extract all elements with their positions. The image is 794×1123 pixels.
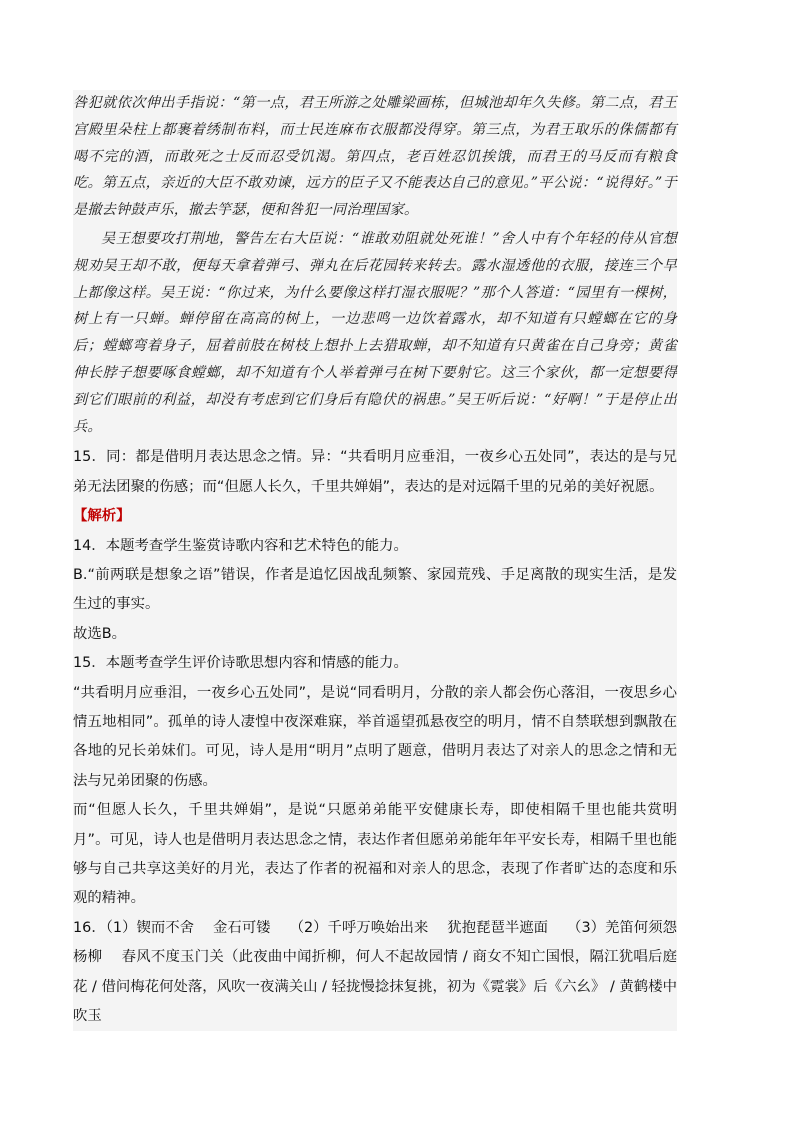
translation-paragraph-1: 咎犯就依次伸出手指说：“第一点，君王所游之处雕梁画栋，但城池却年久失修。第二点，君王宫殿里朵柱上都裹着绣制布料，而士民连麻布衣服都没得穿。第三点，为君王取乐的侏儒都有喝不完的酒，而敢死之士反而忍受饥渴。第四点，老百姓忍饥挨饿，而君王的马反而有粮食吃。第五点，亲近的大臣不敢劝谏，远方的臣子又不能表达自己的意见。”平公说：“说得好。”于是撤去钟鼓声乐，撤去竽瑟，便和咎犯一同治理国家。	[73, 95, 677, 219]
analysis-q14-body: B.“前两联是想象之语”错误，作者是追忆因战乱频繁、家园荒残、手足离散的现实生活，是发生过的事实。	[73, 566, 677, 613]
analysis-q15-title: 15．本题考查学生评价诗歌思想内容和情感的能力。	[73, 655, 408, 672]
analysis-q14-choice: 故选B。	[73, 625, 127, 642]
analysis-q15-paragraph-1: “共看明月应垂泪，一夜乡心五处同”，是说“同看明月，分散的亲人都会伤心落泪，一夜思乡心情五地相同”。孤单的诗人凄惶中夜深难寐，举首遥望孤悬夜空的明月，情不自禁联想到飘散在各地的兄长弟妹们。可见，诗人是用“明月”点明了题意，借明月表达了对亲人的思念之情和无法与兄弟团聚的伤感。	[73, 684, 677, 789]
analysis-label: 【解析】	[73, 508, 131, 525]
content-block	[73, 90, 677, 1031]
translation-paragraph-2: 吴王想要攻打荆地，警告左右大臣说：“谁敢劝阻就处死谁！”舍人中有个年轻的侍从官想规劝吴王却不敢，便每天拿着弹弓、弹丸在后花园转来转去。露水湿透他的衣服，接连三个早上都像这样。吴王说：“你过来，为什么要像这样打湿衣服呢？”那个人答道：“园里有一棵树，树上有一只蝉。蝉停留在高高的树上，一边悲鸣一边饮着露水，却不知道有只螳螂在它的身后；螳螂弯着身子，屈着前肢在树枝上想扑上去猎取蝉，却不知道有只黄雀在自己身旁；黄雀伸长脖子想要啄食螳螂，却不知道有个人举着弹弓在树下要射它。这三个家伙，都一定想要得到它们眼前的利益，却没有考虑到它们身后有隐伏的祸患。”吴王听后说：“好啊！”于是停止出兵。	[73, 230, 677, 435]
analysis-q15-paragraph-2: 而“但愿人长久，千里共婵娟”，是说“只愿弟弟能平安健康长寿，即使相隔千里也能共赏明月”。可见，诗人也是借明月表达思念之情，表达作者但愿弟弟能年年平安长寿，相隔千里也能够与自己共享这美好的月光，表达了作者的祝福和对亲人的思念，表现了作者旷达的态度和乐观的精神。	[73, 802, 677, 907]
answer-16: 16．（1）锲而不舍 金石可镂 （2）千呼万唤始出来 犹抱琵琶半遮面 （3）羌笛何须怨杨柳 春风不度玉门关（此夜曲中闻折柳，何人不起故园情 / 商女不知亡国恨，隔江犹唱后庭花 / 借问梅花何处落，风吹一夜满关山 / 轻拢慢捻抹复挑，初为《霓裳》后《六幺》 / 黄鹤楼中吹玉	[73, 919, 677, 1025]
analysis-q14-title: 14．本题考查学生鉴赏诗歌内容和艺术特色的能力。	[73, 537, 408, 554]
answer-15: 15．同：都是借明月表达思念之情。异：“共看明月应垂泪，一夜乡心五处同”，表达的是与兄弟无法团聚的伤感；而“但愿人长久，千里共婵娟”，表达的是对远隔千里的兄弟的美好祝愿。	[73, 449, 677, 495]
